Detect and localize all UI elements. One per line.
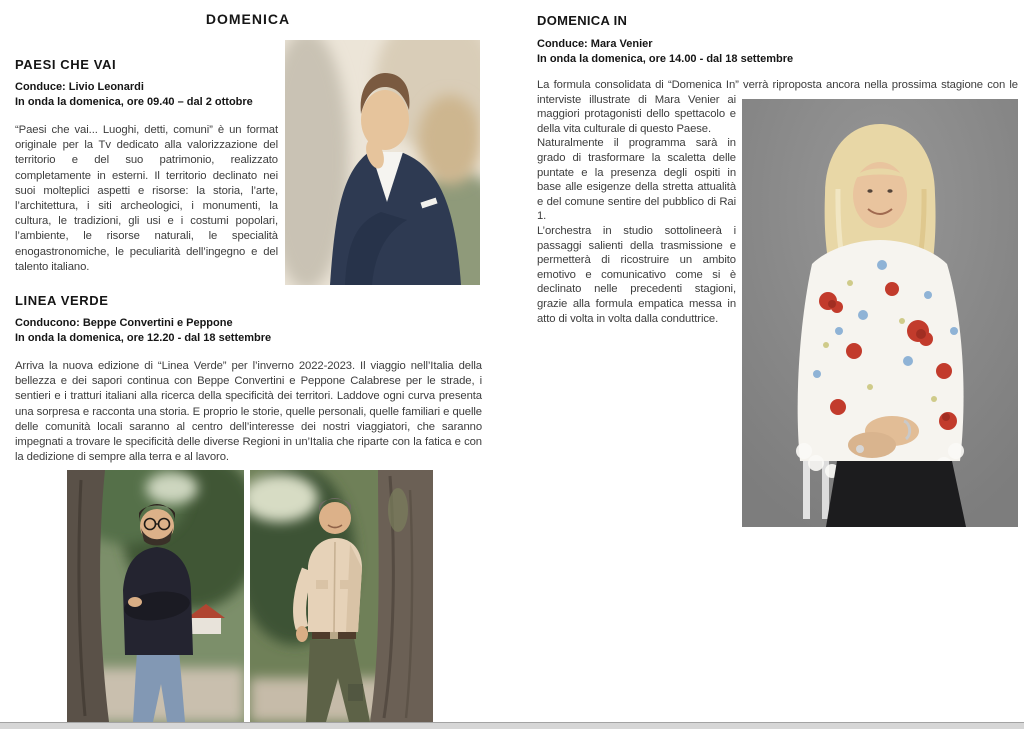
show-host-linea: Conducono: Beppe Convertini e Peppone (15, 317, 233, 329)
photo-livio-leonardi (285, 40, 480, 285)
photo-strip-linea-verde (67, 470, 433, 722)
show-title-domenica-in: DOMENICA IN (537, 13, 628, 28)
show-title-linea: LINEA VERDE (15, 293, 109, 308)
section-domenica-in (537, 13, 1018, 527)
show-description-domenica-in (537, 78, 1018, 326)
show-schedule-paesi: In onda la domenica, ore 09.40 – dal 2 ottobre (15, 95, 253, 108)
day-header: DOMENICA (205, 11, 291, 27)
show-schedule-linea: In onda la domenica, ore 12.20 - dal 18 settembre (15, 331, 272, 344)
section-linea-verde (15, 293, 482, 465)
photo-beppe-convertini (250, 470, 433, 722)
show-host-paesi: Conduce: Livio Leonardi (15, 81, 144, 93)
show-title-paesi: PAESI CHE VAI (15, 57, 117, 72)
photo-peppone-calabrese (67, 470, 244, 722)
show-host-domenica-in: Conduce: Mara Venier (537, 38, 653, 50)
paragraph: L’orchestra in studio sottolineerà i passaggi salienti della trasmissione e permetterà di ricostruire un ambito emotivo e comunicativo come si è declinato nelle precedenti stagioni, grazie alla formula empatica messa in atto di volta in volta dalla conduttrice. (537, 224, 736, 325)
show-description-paesi: “Paesi che vai... Luoghi, detti, comuni” è un format originale per la Tv dedicato alla valorizzazione del territorio e del suo patrimonio, realizzato completamente in esterni. Il territorio declinato nei suoi molteplici aspetti e risorse: la storia, l’arte, l’architettura, i siti archeologici, i monumenti, la cultura, le tradizioni, gli usi e i costumi popolari, l’ambiente, le risorse naturali, le specialità enogastronomiche, le peculiarità dell’ingegno e del talento italiano. (15, 124, 278, 273)
paragraph: La formula consolidata di “Domenica In” verrà riproposta ancora nella prossima stagione con le interviste illustrate di Mara Venier ai maggiori protagonisti dello spettacolo e della vita culturale di questo Paese. (537, 79, 1018, 135)
photo-mara-venier (742, 78, 1018, 527)
paragraph: Naturalmente il programma sarà in grado di trasformare la scaletta delle puntate e la presenza degli ospiti in base alle esigenze della stretta attualità e del comune sentire del pubblico di Rai 1. (537, 137, 736, 223)
show-description-linea: Arriva la nuova edizione di “Linea Verde” per l’inverno 2022-2023. Il viaggio nell’Italia della bellezza e dei sapori continua con Beppe Convertini e Peppone Calabrese per le strade, i sentieri e i tratturi italiani alla ricerca della specificità dei territori. Laddove ogni curva presenta una sorpresa e racconta una storia. E proprio le storie, quelle personali, quelle familiari e quelle delle comunità locali saranno al centro dell’interesse dei nostri viaggiatori, che saranno impegnati a trovare le specificità delle diverse Regioni in un’Italia che riparte con la fatica e con la dedizione di sempre alla terra e al lavoro. (15, 360, 482, 464)
show-schedule-domenica-in: In onda la domenica, ore 14.00 - dal 18 settembre (537, 52, 794, 65)
section-paesi-che-vai (15, 57, 278, 275)
bottom-scrollbar-track[interactable] (0, 722, 1024, 729)
